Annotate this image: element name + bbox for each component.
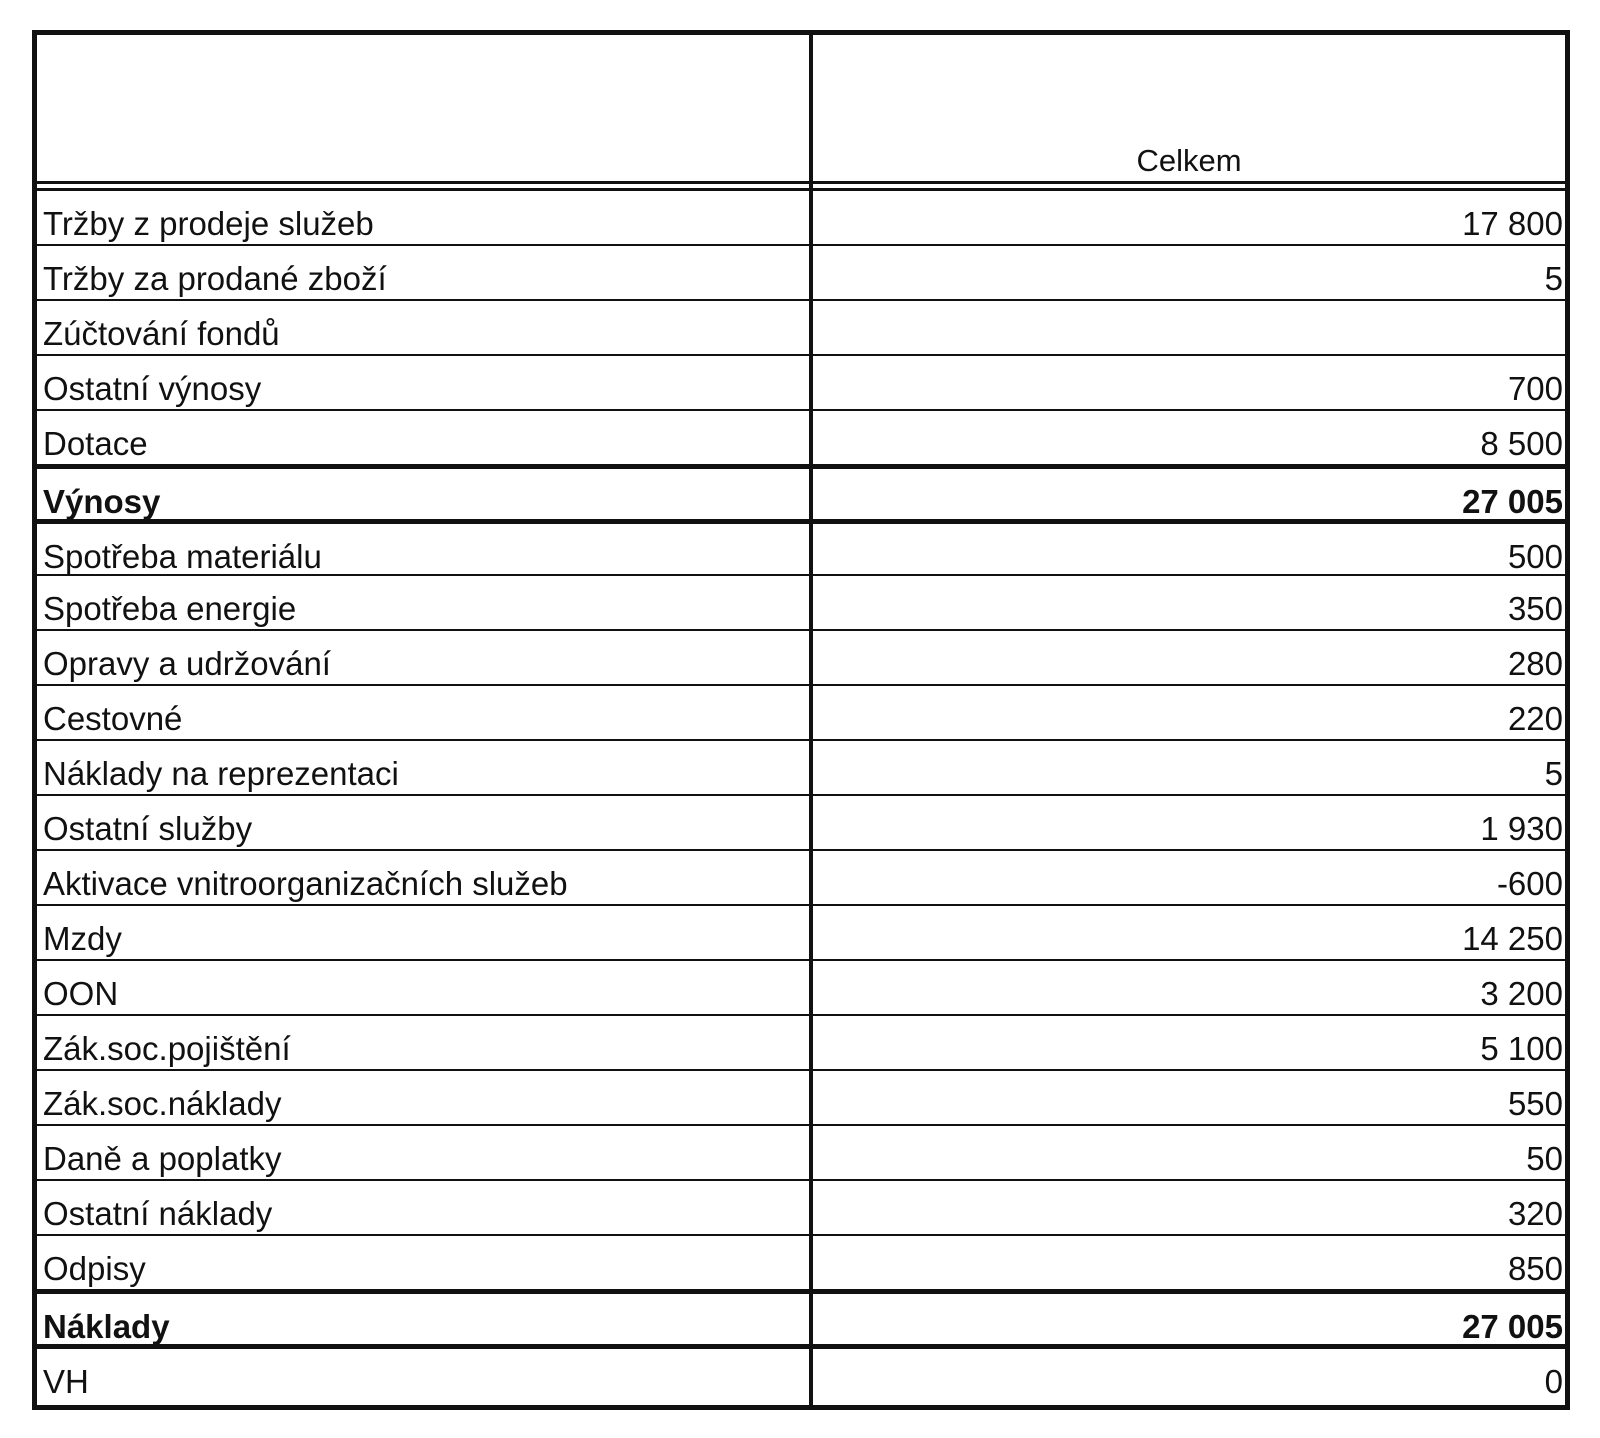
table-row	[37, 301, 1565, 356]
row-value: 5	[1544, 755, 1563, 792]
table-row	[37, 686, 1565, 741]
table-row	[37, 411, 1565, 466]
row-value: 850	[1507, 1250, 1563, 1287]
table-row	[37, 191, 1565, 246]
row-label: Dotace	[43, 425, 148, 462]
row-value: 3 200	[1480, 975, 1563, 1012]
row-value: 700	[1507, 370, 1563, 407]
table-row	[37, 961, 1565, 1016]
row-label: Daně a poplatky	[43, 1140, 282, 1177]
table-row	[37, 356, 1565, 411]
row-label: Tržby za prodané zboží	[43, 260, 387, 297]
table-row	[37, 1016, 1565, 1071]
row-value: 27 005	[1462, 483, 1563, 520]
column-divider	[809, 35, 813, 1405]
row-value: 220	[1507, 700, 1563, 737]
row-label: Zák.soc.pojištění	[43, 1030, 291, 1067]
row-value: 5 100	[1480, 1030, 1563, 1067]
row-value: -600	[1496, 865, 1563, 902]
row-label: OON	[43, 975, 119, 1012]
row-value: 50	[1526, 1140, 1563, 1177]
row-value: 5	[1544, 260, 1563, 297]
total-row-vynosy	[37, 466, 1565, 521]
table-row	[37, 576, 1565, 631]
row-label: Výnosy	[43, 483, 161, 520]
row-label: Ostatní výnosy	[43, 370, 262, 407]
table-row	[37, 1071, 1565, 1126]
row-label: Zúčtování fondů	[43, 315, 280, 352]
row-label: Náklady	[43, 1308, 170, 1345]
table-row	[37, 741, 1565, 796]
row-label: Ostatní služby	[43, 810, 253, 847]
row-label: Ostatní náklady	[43, 1195, 273, 1232]
row-value: 500	[1507, 538, 1563, 575]
budget-table	[32, 30, 1570, 1410]
row-label: Cestovné	[43, 700, 183, 737]
row-value: 280	[1507, 645, 1563, 682]
row-value: 550	[1507, 1085, 1563, 1122]
row-label: Spotřeba energie	[43, 590, 297, 627]
table-row	[37, 796, 1565, 851]
row-label: Opravy a udržování	[43, 645, 331, 682]
result-row-vh	[37, 1346, 1565, 1401]
row-label: Mzdy	[43, 920, 122, 957]
column-header-celkem: Celkem	[1136, 143, 1242, 178]
row-label: Odpisy	[43, 1250, 146, 1287]
row-label: Tržby z prodeje služeb	[43, 205, 374, 242]
row-value: 17 800	[1462, 205, 1563, 242]
row-value: 0	[1544, 1363, 1563, 1400]
table-header	[37, 35, 1565, 184]
table-row	[37, 246, 1565, 301]
table-body	[37, 191, 1565, 1401]
row-label: VH	[43, 1363, 89, 1400]
row-label: Zák.soc.náklady	[43, 1085, 282, 1122]
table-row	[37, 1236, 1565, 1291]
table-row	[37, 851, 1565, 906]
table-row	[37, 1181, 1565, 1236]
row-label: Náklady na reprezentaci	[43, 755, 399, 792]
table-row	[37, 521, 1565, 576]
row-value: 1 930	[1480, 810, 1563, 847]
table-row	[37, 906, 1565, 961]
row-value: 8 500	[1480, 425, 1563, 462]
row-label: Spotřeba materiálu	[43, 538, 322, 575]
row-value: 27 005	[1462, 1308, 1563, 1345]
row-label: Aktivace vnitroorganizačních služeb	[43, 865, 568, 902]
table-row	[37, 1126, 1565, 1181]
row-value: 14 250	[1462, 920, 1563, 957]
row-value: 350	[1507, 590, 1563, 627]
row-value: 320	[1507, 1195, 1563, 1232]
table-row	[37, 631, 1565, 686]
total-row-naklady	[37, 1291, 1565, 1346]
